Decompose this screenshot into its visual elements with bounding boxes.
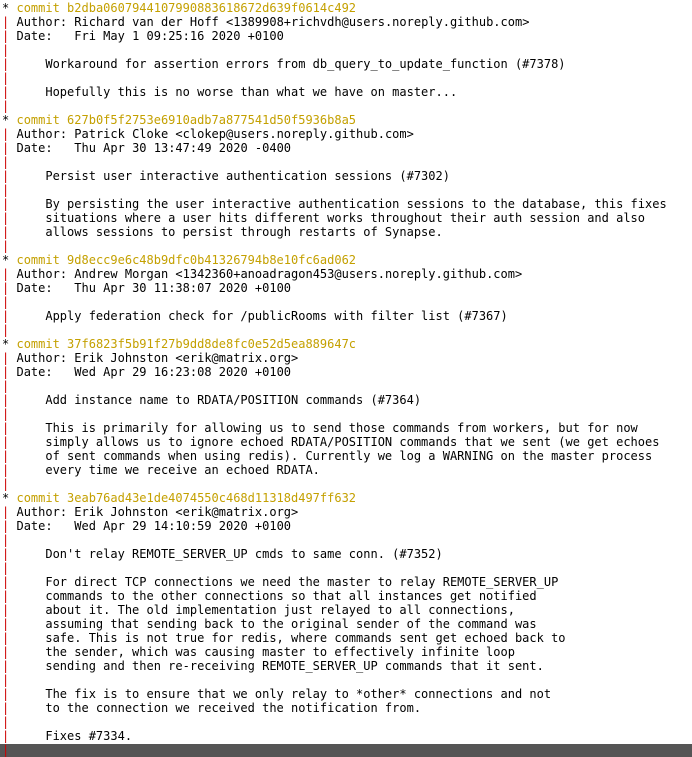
- graph-pipe: |: [2, 603, 10, 617]
- graph-pipe: |: [2, 169, 10, 183]
- graph-pipe: |: [2, 561, 10, 575]
- date-label: Date:: [16, 365, 53, 379]
- date-label: Date:: [16, 519, 53, 533]
- commit-message-line: [2, 603, 692, 617]
- date-line: [2, 141, 692, 155]
- graph-node: *: [2, 1, 10, 15]
- graph-continuation-line: [2, 743, 692, 757]
- graph-pipe: |: [2, 85, 10, 99]
- graph-pipe: |: [2, 365, 10, 379]
- commit-message-line: [2, 547, 692, 561]
- message-text: Fixes #7334.: [45, 729, 133, 743]
- graph-pipe: |: [2, 533, 10, 547]
- author-line: [2, 15, 692, 29]
- commit-message-line: [2, 463, 692, 477]
- graph-pipe: |: [2, 519, 10, 533]
- commit-hash-line: [2, 1, 692, 15]
- date-line: [2, 29, 692, 43]
- graph-node: *: [2, 491, 10, 505]
- commit-message-line: [2, 211, 692, 225]
- message-text: to the connection we received the notification from.: [45, 701, 422, 715]
- graph-pipe: |: [2, 239, 10, 253]
- date-value: Thu Apr 30 11:38:07 2020 +0100: [74, 281, 292, 295]
- commit-message-line: [2, 575, 692, 589]
- graph-pipe: |: [2, 701, 10, 715]
- graph-continuation-line: [2, 715, 692, 729]
- graph-continuation-line: [2, 295, 692, 309]
- graph-pipe: |: [2, 323, 10, 337]
- message-text: sending and then re-receiving REMOTE_SERVER_UP commands that it sent.: [45, 659, 544, 673]
- graph-pipe: |: [2, 29, 10, 43]
- date-line: [2, 365, 692, 379]
- commit-message-line: [2, 393, 692, 407]
- graph-pipe: |: [2, 645, 10, 659]
- message-text: simply allows us to ignore echoed RDATA/POSITION commands that we sent (we get echoes: [45, 435, 660, 449]
- commit-hash: commit 9d8ecc9e6c48b9dfc0b41326794b8e10fc6ad062: [16, 253, 357, 267]
- graph-pipe: |: [2, 379, 10, 393]
- graph-pipe: |: [2, 57, 10, 71]
- graph-continuation-line: [2, 323, 692, 337]
- author-label: Author:: [16, 267, 68, 281]
- author-value: Andrew Morgan <1342360+anoadragon453@users.noreply.github.com>: [74, 267, 523, 281]
- commit-hash-line: [2, 491, 692, 505]
- graph-continuation-line: [2, 533, 692, 547]
- commit-message-line: [2, 197, 692, 211]
- message-text: Add instance name to RDATA/POSITION commands (#7364): [45, 393, 422, 407]
- commit-hash: commit 37f6823f5b91f27b9dd8de8fc0e52d5ea889647c: [16, 337, 357, 351]
- commit-message-line: [2, 421, 692, 435]
- graph-pipe: |: [2, 659, 10, 673]
- date-line: [2, 519, 692, 533]
- graph-continuation-line: [2, 673, 692, 687]
- graph-continuation-line: [2, 239, 692, 253]
- message-text: assuming that sending back to the original sender of the command was: [45, 617, 537, 631]
- author-line: [2, 505, 692, 519]
- author-value: Erik Johnston <erik@matrix.org>: [74, 505, 299, 519]
- graph-pipe: |: [2, 99, 10, 113]
- graph-pipe: |: [2, 295, 10, 309]
- graph-pipe: |: [2, 715, 10, 729]
- graph-pipe: |: [2, 463, 10, 477]
- commit-message-line: [2, 729, 692, 743]
- commit-hash-line: [2, 337, 692, 351]
- graph-continuation-line: [2, 43, 692, 57]
- date-value: Wed Apr 29 14:10:59 2020 +0100: [74, 519, 292, 533]
- graph-pipe: |: [2, 351, 10, 365]
- graph-pipe: |: [2, 687, 10, 701]
- graph-pipe: |: [2, 575, 10, 589]
- graph-pipe: |: [2, 589, 10, 603]
- graph-pipe: |: [2, 729, 10, 743]
- date-value: Fri May 1 09:25:16 2020 +0100: [74, 29, 284, 43]
- commit-hash-line: [2, 113, 692, 127]
- commit-hash: commit 627b0f5f2753e6910adb7a877541d50f5936b8a5: [16, 113, 357, 127]
- author-label: Author:: [16, 505, 68, 519]
- commit-message-line: [2, 435, 692, 449]
- commit-message-line: [2, 687, 692, 701]
- graph-pipe: |: [2, 225, 10, 239]
- graph-continuation-line: [2, 477, 692, 491]
- message-text: Apply federation check for /publicRooms with filter list (#7367): [45, 309, 508, 323]
- graph-pipe: |: [2, 477, 10, 491]
- commit-message-line: [2, 645, 692, 659]
- commit-message-line: [2, 169, 692, 183]
- message-text: The fix is to ensure that we only relay to *other* connections and not: [45, 687, 552, 701]
- author-value: Erik Johnston <erik@matrix.org>: [74, 351, 299, 365]
- date-label: Date:: [16, 281, 53, 295]
- author-label: Author:: [16, 127, 68, 141]
- message-text: allows sessions to persist through restarts of Synapse.: [45, 225, 443, 239]
- graph-continuation-line: [2, 71, 692, 85]
- graph-continuation-line: [2, 99, 692, 113]
- graph-pipe: |: [2, 547, 10, 561]
- commit-hash: commit 3eab76ad43e1de4074550c468d11318d497ff632: [16, 491, 357, 505]
- message-text: the sender, which was causing master to effectively infinite loop: [45, 645, 515, 659]
- author-line: [2, 127, 692, 141]
- graph-pipe: |: [2, 127, 10, 141]
- message-text: Hopefully this is no worse than what we have on master...: [45, 85, 458, 99]
- graph-pipe: |: [2, 673, 10, 687]
- author-label: Author:: [16, 351, 68, 365]
- message-text: Workaround for assertion errors from db_query_to_update_function (#7378): [45, 57, 566, 71]
- date-label: Date:: [16, 29, 53, 43]
- graph-pipe: |: [2, 281, 10, 295]
- message-text: By persisting the user interactive authentication sessions to the database, this fixes: [45, 197, 667, 211]
- message-text: every time we receive an echoed RDATA.: [45, 463, 320, 477]
- commit-message-line: [2, 631, 692, 645]
- graph-pipe: |: [2, 393, 10, 407]
- commit-message-line: [2, 589, 692, 603]
- author-value: Patrick Cloke <clokep@users.noreply.github.com>: [74, 127, 414, 141]
- graph-pipe: |: [2, 197, 10, 211]
- graph-pipe: |: [2, 449, 10, 463]
- graph-pipe: |: [2, 407, 10, 421]
- graph-pipe: |: [2, 71, 10, 85]
- graph-pipe: |: [2, 435, 10, 449]
- commit-hash-line: [2, 253, 692, 267]
- graph-pipe: |: [2, 617, 10, 631]
- graph-pipe: |: [2, 421, 10, 435]
- graph-node: *: [2, 337, 10, 351]
- commit-message-line: [2, 659, 692, 673]
- commit-message-line: [2, 85, 692, 99]
- message-text: Persist user interactive authentication sessions (#7302): [45, 169, 450, 183]
- commit-message-line: [2, 309, 692, 323]
- author-value: Richard van der Hoff <1389908+richvdh@users.noreply.github.com>: [74, 15, 530, 29]
- message-text: about it. The old implementation just relayed to all connections,: [45, 603, 515, 617]
- graph-pipe: |: [2, 505, 10, 519]
- author-label: Author:: [16, 15, 68, 29]
- message-text: Don't relay REMOTE_SERVER_UP cmds to same conn. (#7352): [45, 547, 443, 561]
- graph-pipe: |: [2, 631, 10, 645]
- graph-pipe: |: [2, 267, 10, 281]
- graph-pipe: |: [2, 183, 10, 197]
- message-text: situations where a user hits different works throughout their auth session and also: [45, 211, 646, 225]
- graph-continuation-line: [2, 183, 692, 197]
- message-text: of sent commands when using redis). Currently we log a WARNING on the master process: [45, 449, 653, 463]
- date-value: Wed Apr 29 16:23:08 2020 +0100: [74, 365, 292, 379]
- commit-hash: commit b2dba0607944107990883618672d639f0614c492: [16, 1, 357, 15]
- date-line: [2, 281, 692, 295]
- commit-message-line: [2, 225, 692, 239]
- graph-node: *: [2, 253, 10, 267]
- graph-pipe: |: [2, 15, 10, 29]
- commit-message-line: [2, 701, 692, 715]
- commit-message-line: [2, 617, 692, 631]
- author-line: [2, 267, 692, 281]
- graph-pipe: |: [2, 155, 10, 169]
- graph-continuation-line: [2, 379, 692, 393]
- graph-continuation-line: [2, 155, 692, 169]
- commit-message-line: [2, 449, 692, 463]
- graph-pipe: |: [2, 211, 10, 225]
- graph-pipe: |: [2, 141, 10, 155]
- graph-pipe: |: [2, 743, 10, 757]
- message-text: This is primarily for allowing us to send those commands from workers, but for now: [45, 421, 638, 435]
- author-line: [2, 351, 692, 365]
- date-value: Thu Apr 30 13:47:49 2020 -0400: [74, 141, 292, 155]
- message-text: For direct TCP connections we need the master to relay REMOTE_SERVER_UP: [45, 575, 559, 589]
- graph-continuation-line: [2, 561, 692, 575]
- message-text: commands to the other connections so that all instances get notified: [45, 589, 537, 603]
- commit-message-line: [2, 57, 692, 71]
- message-text: safe. This is not true for redis, where commands sent get echoed back to: [45, 631, 566, 645]
- date-label: Date:: [16, 141, 53, 155]
- graph-pipe: |: [2, 309, 10, 323]
- graph-continuation-line: [2, 407, 692, 421]
- graph-pipe: |: [2, 43, 10, 57]
- graph-node: *: [2, 113, 10, 127]
